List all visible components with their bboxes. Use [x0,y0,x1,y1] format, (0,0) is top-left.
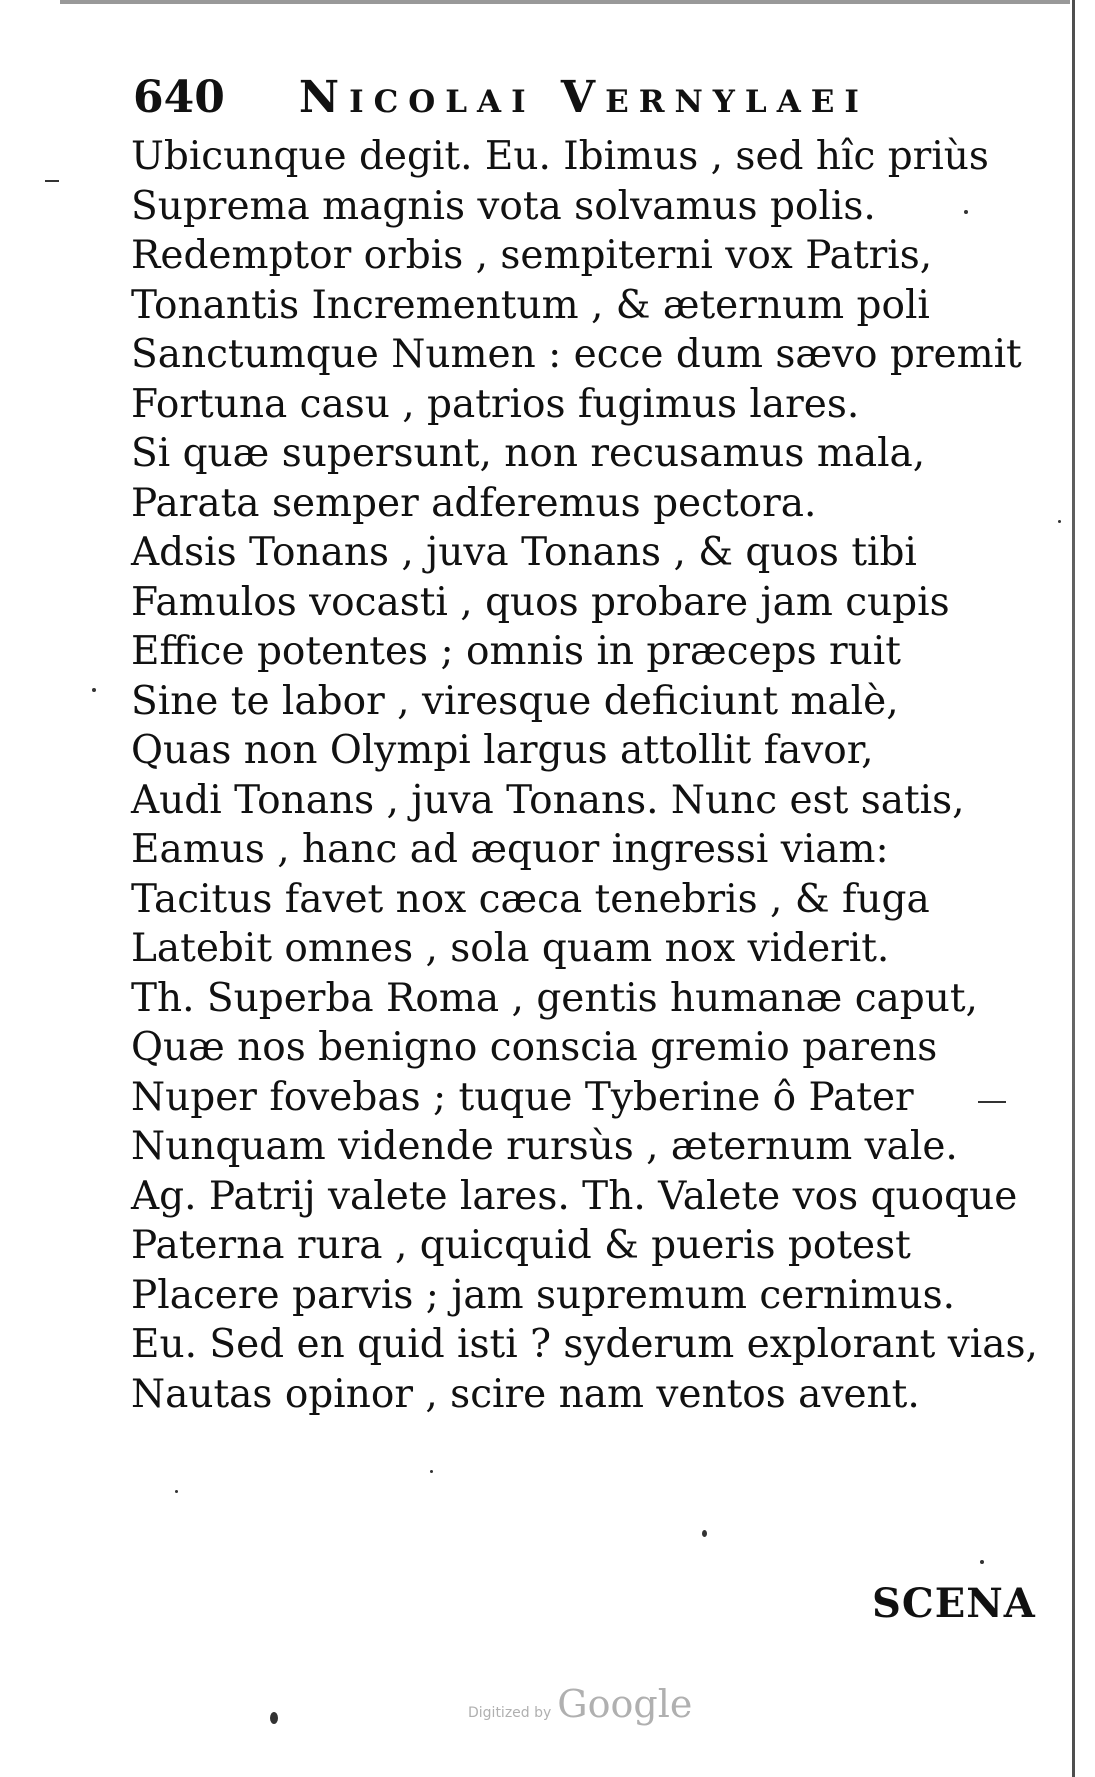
ink-speck [270,1712,278,1724]
verse-line: Suprema magnis vota solvamus polis. [131,183,876,229]
verse-line: Placere parvis ; jam supremum cernimus. [131,1272,956,1318]
verse-line: Paterna rura , quicquid & pueris potest [131,1223,911,1268]
digitization-watermark [468,1682,692,1726]
running-head: Nicolai Vernylaei [298,72,869,123]
verse-line: Eu. Sed en quid isti ? syderum explorant vias, [131,1322,1038,1367]
catchword: SCENA [872,1580,1036,1627]
verse-line: Si quæ supersunt, non recusamus mala, [131,431,926,476]
verse-line: Sanctumque Numen : ecce dum sævo premit [131,332,1022,377]
verse-line: Nautas opinor , scire nam ventos avent. [131,1371,920,1417]
page-top-edge [60,0,1070,4]
verse-line: Audi Tonans , juva Tonans. Nunc est satis, [131,777,965,823]
verse-line: Tonantis Incrementum , & æternum poli [131,282,930,328]
verse-line: Eamus , hanc ad æquor ingressi viam: [131,827,889,872]
verse-line: Th. Superba Roma , gentis humanæ caput, [131,975,978,1021]
verse-line: Adsis Tonans , juva Tonans , & quos tibi [131,530,917,575]
verse-line: Effice potentes ; omnis in præceps ruit [131,629,901,674]
verse-line: Nunquam vidende rursùs , æternum vale. [131,1124,958,1169]
verse-line: Quas non Olympi largus attollit favor, [131,728,874,773]
ink-mark [978,1101,1006,1103]
page-header [133,72,973,132]
ink-speck [702,1530,707,1537]
verse-line: Ag. Patrij valete lares. Th. Valete vos quoque [131,1173,1018,1219]
ink-speck [964,210,968,214]
verse-line: Latebit omnes , sola quam nox viderit. [131,926,890,971]
verse-line: Nuper fovebas ; tuque Tyberine ô Pater [131,1074,914,1120]
verse-line: Parata semper adferemus pectora. [131,480,817,526]
watermark-prefix: Digitized by [468,1705,552,1721]
verse-line: Ubicunque degit. Eu. Ibimus , sed hîc priùs [131,134,989,179]
verse-line: Tacitus favet nox cæca tenebris , & fuga [131,876,930,922]
verse-line: Sine te labor , viresque deficiunt malè, [131,678,899,724]
verse-line: Fortuna casu , patrios fugimus lares. [131,381,860,427]
page-gutter-edge [1072,0,1075,1777]
watermark-brand-logo: Google [557,1682,693,1726]
verse-line: Famulos vocasti , quos probare jam cupis [131,579,950,625]
verse-line: Redemptor orbis , sempiterni vox Patris, [131,233,933,278]
page-number: 640 [133,72,225,123]
ink-speck [1058,520,1061,523]
verse-text-block [131,132,1038,1419]
ink-speck [175,1490,178,1493]
ink-speck [430,1470,433,1473]
ink-speck [980,1560,984,1564]
ink-speck [92,688,96,692]
ink-mark [45,180,59,182]
verse-line: Quæ nos benigno conscia gremio parens [131,1025,938,1070]
